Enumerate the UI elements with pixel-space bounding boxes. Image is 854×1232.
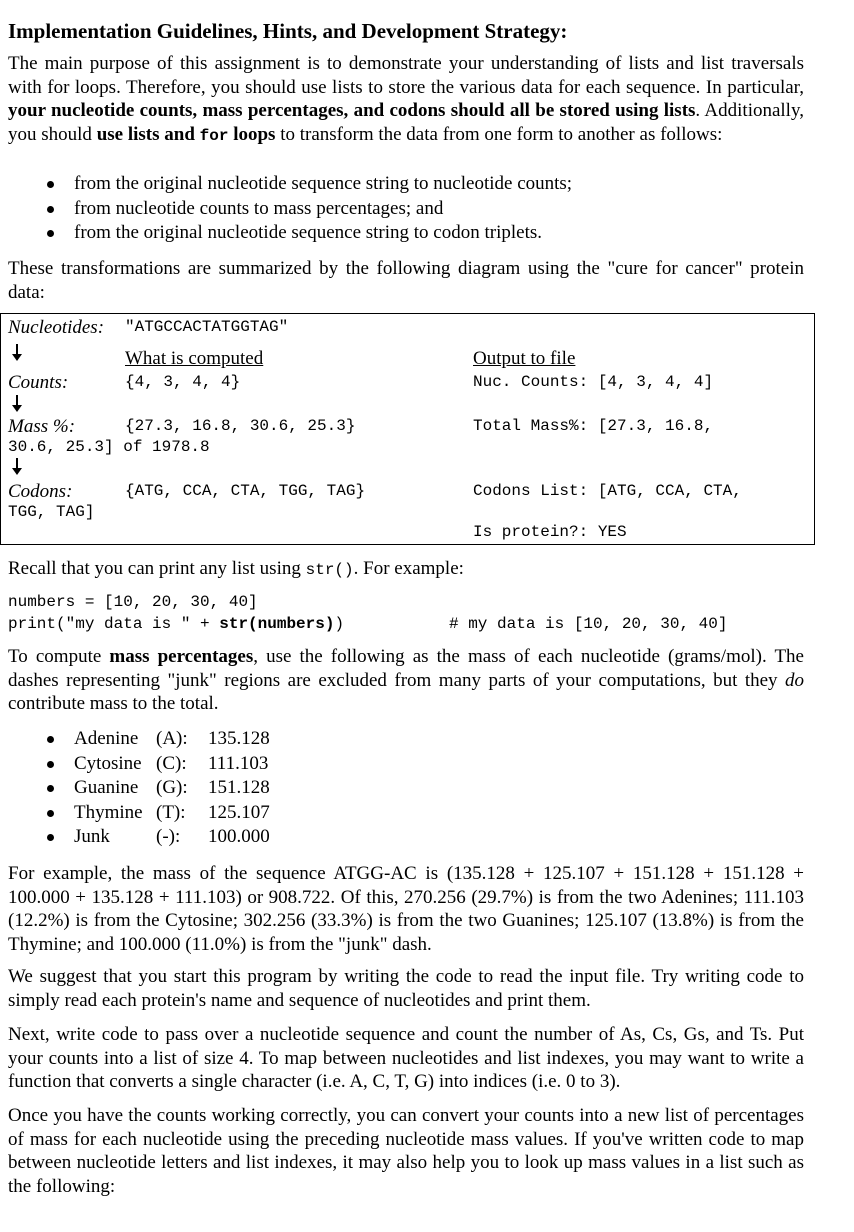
recall-paragraph — [8, 557, 804, 583]
list-item: from the original nucleotide sequence string to codon triplets. — [8, 221, 804, 246]
intro-paragraph — [8, 52, 804, 148]
mass-value: 111.103 — [208, 752, 269, 774]
once-paragraph: Once you have the counts working correctly, you can convert your counts into a new list of percentages of mass for each nucleotide using the preceding nucleotide mass values. If you've written code to map between nucleotide letters and list indexes, it may also help you to look up mass values in a list such as the following: — [8, 1105, 804, 1197]
codons-value: {ATG, CCA, CTA, TGG, TAG} — [125, 482, 366, 500]
code-str-call: str(numbers) — [219, 615, 335, 633]
transform-list — [8, 172, 804, 246]
intro-bold-2: use lists and — [96, 123, 200, 145]
recall-code: str() — [305, 561, 354, 579]
mass-name: Junk — [74, 826, 110, 847]
mass-value: 100.000 — [208, 826, 270, 847]
mass-intro-text-1: To compute — [8, 646, 110, 667]
recall-text-1: Recall that you can print any list using — [8, 558, 306, 579]
mass-symbol: (T): — [156, 801, 186, 823]
mass-output-wrap: 30.6, 25.3] of 1978.8 — [8, 438, 210, 456]
recall-text-2: . For example: — [353, 558, 464, 579]
next-paragraph: Next, write code to pass over a nucleotide sequence and count the number of As, Cs, Gs, and Ts. Put your counts into a list of size 4. To map between nucleotides and list indexes, you may want to write a function that converts a single character (i.e. A, C, T, G) into indices (i.e. 0 to 3). — [8, 1024, 804, 1092]
list-item — [8, 752, 804, 777]
list-item — [8, 801, 804, 826]
code-comment: # my data is [10, 20, 30, 40] — [449, 615, 728, 633]
section-heading: Implementation Guidelines, Hints, and Development Strategy: — [8, 19, 568, 43]
mass-symbol: (-): — [156, 826, 181, 847]
code-line-1: numbers = [10, 20, 30, 40] — [8, 593, 258, 611]
nucleotides-value: "ATGCCACTATGGTAG" — [125, 318, 289, 336]
mass-value: 135.128 — [208, 728, 270, 749]
mass-intro-text-3: contribute mass to the total. — [8, 693, 219, 714]
code-line-2 — [8, 613, 344, 637]
intro-text-1: The main purpose of this assignment is to demonstrate your understanding of lists and list traversals with for loops. Therefore, you should use lists to store the various data for each sequence. In particular, — [8, 53, 804, 98]
code-close-paren: ) — [334, 615, 345, 633]
mass-name: Adenine — [74, 728, 139, 749]
down-arrow-icon — [16, 395, 18, 406]
mass-symbol: (G): — [156, 777, 188, 798]
nucleotide-mass-list — [8, 727, 804, 850]
intro-bold-for: for — [199, 126, 229, 145]
codons-output-wrap: TGG, TAG] — [8, 503, 95, 521]
mass-symbol: (A): — [156, 728, 188, 749]
list-item — [8, 776, 804, 801]
diagram-intro-paragraph: These transformations are summarized by the following diagram using the "cure for cancer" protein data: — [8, 258, 804, 303]
mass-name: Guanine — [74, 777, 139, 798]
mass-value: 125.107 — [208, 801, 270, 823]
mass-intro-italic: do — [785, 669, 804, 691]
mass-intro-paragraph — [8, 645, 804, 716]
list-item — [8, 727, 804, 752]
down-arrow-icon — [16, 458, 18, 469]
is-protein-output: Is protein?: YES — [473, 523, 627, 541]
transformation-diagram — [0, 313, 815, 545]
codons-label: Codons: — [8, 481, 73, 502]
down-arrow-icon — [16, 344, 18, 355]
nucleotides-label: Nucleotides: — [8, 317, 105, 338]
list-item: from nucleotide counts to mass percentages; and — [8, 197, 804, 222]
intro-text-2: . Additionally, you should — [8, 100, 804, 145]
mass-value: 151.128 — [208, 777, 270, 798]
suggest-paragraph: We suggest that you start this program by writing the code to read the input file. Try writing code to simply read each protein's name and sequence of nucleotides and print them. — [8, 966, 804, 1011]
list-item: from the original nucleotide sequence string to nucleotide counts; — [8, 172, 804, 197]
codons-output: Codons List: [ATG, CCA, CTA, — [473, 482, 742, 500]
what-computed-header: What is computed — [125, 348, 264, 369]
mass-symbol: (C): — [156, 752, 187, 774]
intro-bold-loops: loops — [228, 123, 276, 145]
list-item — [8, 825, 804, 850]
mass-intro-text-2: , use the following as the mass of each nucleotide (grams/mol). The dashes representing "junk" regions are excluded from many parts of your computations, but they — [8, 646, 804, 691]
example-paragraph: For example, the mass of the sequence ATGG-AC is (135.128 + 125.107 + 151.128 + 151.128 + 100.000 + 135.128 + 111.103) or 908.722. Of this, 270.256 (29.7%) is from the two Adenines; 111.103 (12.2%) is from the Cytosine; 302.256 (33.3%) is from the two Guanines; 125.107 (13.8%) is from the Thymine; and 100.000 (11.0%) is from the "junk" dash. — [8, 863, 804, 955]
mass-output: Total Mass%: [27.3, 16.8, — [473, 417, 714, 435]
intro-text-3: to transform the data from one form to another as follows: — [275, 123, 723, 145]
mass-name: Thymine — [74, 801, 143, 823]
counts-value: {4, 3, 4, 4} — [125, 373, 241, 391]
mass-label: Mass %: — [8, 416, 76, 437]
mass-name: Cytosine — [74, 752, 142, 774]
counts-output: Nuc. Counts: [4, 3, 4, 4] — [473, 373, 714, 391]
intro-bold-1: your nucleotide counts, mass percentages, and codons should all be stored using lists — [8, 100, 696, 121]
code-print: print("my data is " + — [8, 615, 220, 633]
output-to-file-header: Output to file — [473, 348, 576, 369]
mass-value: {27.3, 16.8, 30.6, 25.3} — [125, 417, 356, 435]
mass-intro-bold: mass percentages — [109, 646, 254, 667]
counts-label: Counts: — [8, 372, 69, 393]
